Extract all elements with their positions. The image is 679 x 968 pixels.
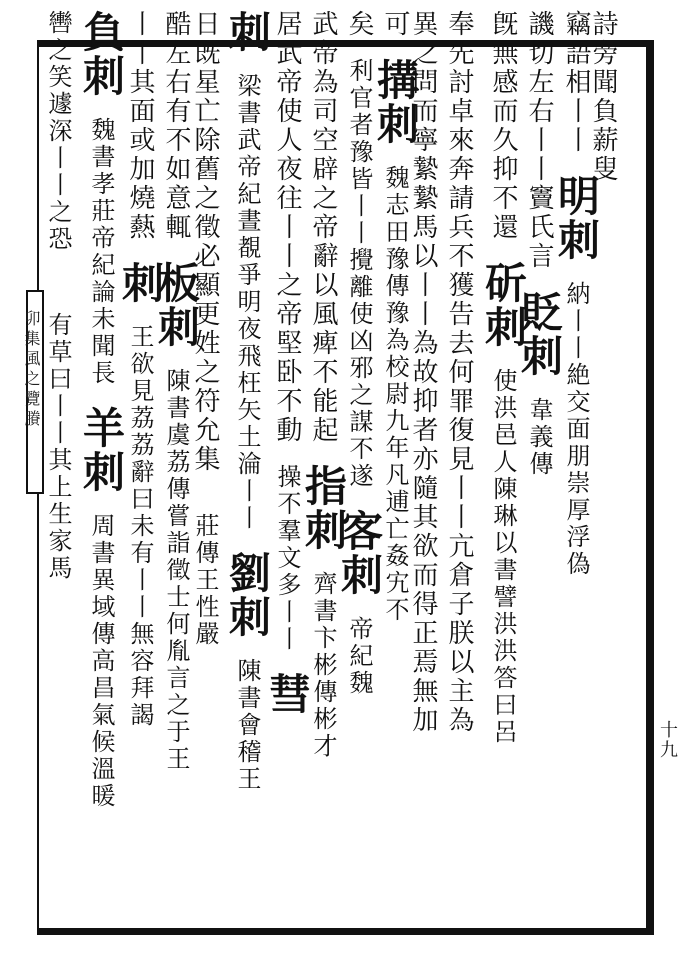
headword: 劉刺 bbox=[223, 551, 272, 639]
text-run: 丨丨其面或加燒爇 bbox=[125, 10, 155, 242]
text-run: 王欲見荔荔辭曰未有丨丨無容拜謁 bbox=[126, 324, 154, 729]
text-run: 陳書虞荔傳嘗詣徵士何胤言之于王 bbox=[162, 368, 190, 773]
headword: 彗 bbox=[263, 672, 312, 716]
headword: 刺 bbox=[223, 10, 272, 54]
text-run: 周書異域傳高昌氣候溫暖 bbox=[87, 513, 115, 810]
text-run: 竊語相丨丨 bbox=[561, 10, 591, 155]
text-run: 旣無感而久抑不還 bbox=[488, 10, 518, 242]
text-column bbox=[515, 10, 564, 478]
headword: 明刺 bbox=[552, 174, 601, 262]
text-run: 轡之笑遽深丨丨之恐 bbox=[44, 10, 72, 253]
text-run: 奉先討卓來奔請兵不獲告去何罪復見丨丨亢倉子朕以主為 bbox=[444, 10, 474, 735]
text-column bbox=[446, 10, 472, 735]
text-run: 帝紀魏 bbox=[345, 616, 373, 697]
headword: 負刺 bbox=[77, 10, 126, 98]
text-run: 梁書武帝紀晝覩爭明夜飛枉矢土淪丨丨 bbox=[233, 73, 261, 532]
folio-number: 十九 bbox=[657, 720, 678, 760]
text-run: 有草曰丨丨其上生家馬 bbox=[44, 312, 72, 582]
text-column bbox=[152, 10, 201, 773]
text-column bbox=[479, 10, 528, 746]
headword: 客刺 bbox=[335, 509, 384, 597]
text-run: 矣 bbox=[344, 10, 374, 39]
text-run: 魏書孝莊帝紀論未聞長 bbox=[87, 117, 115, 387]
headword: 斫刺 bbox=[479, 261, 528, 349]
text-run: 操不羣文多丨丨 bbox=[273, 464, 301, 653]
text-run: 可 bbox=[380, 10, 410, 39]
text-run: 韋義傳 bbox=[525, 397, 553, 478]
headword: 板刺 bbox=[152, 261, 201, 349]
text-run: 譏切左右丨丨竇氏言 bbox=[524, 10, 554, 271]
text-column bbox=[263, 10, 312, 716]
text-run: 詩旁聞負薪叟 bbox=[588, 10, 618, 184]
headword: 羊刺 bbox=[77, 406, 126, 494]
text-run: 居武帝使人夜往丨丨之帝堅卧不動 bbox=[272, 10, 302, 445]
text-run: 納丨丨絶交面朋崇厚浮偽 bbox=[562, 281, 590, 578]
text-run: 武帝為司空辟之帝辭以風痺不能起 bbox=[308, 10, 338, 445]
text-run: 利官者豫皆丨丨攪離使凶邪之謀不遂 bbox=[345, 58, 373, 490]
text-column bbox=[116, 10, 165, 729]
text-run: 齊書卞彬傳彬才 bbox=[309, 571, 337, 760]
headword: 刺 bbox=[116, 261, 165, 305]
margin-title: 卯集風之覽賸 bbox=[22, 310, 41, 430]
headword: 指刺 bbox=[299, 464, 348, 552]
text-run: 異之問而寧縶縶馬以丨丨為故抑者亦隨其欲而得正焉無加 bbox=[408, 10, 438, 735]
text-column bbox=[46, 10, 70, 582]
text-column bbox=[299, 10, 348, 760]
text-run: 酷左右有不如意輒 bbox=[161, 10, 191, 242]
text-run: 使洪邑人陳琳以書譬洪洪答曰呂 bbox=[489, 368, 517, 746]
text-run: 莊傳王性嚴 bbox=[191, 513, 219, 648]
text-run: 魏志田豫傳豫為校尉九年凡逋亡姦宄不 bbox=[381, 165, 409, 624]
headword: 貶刺 bbox=[515, 290, 564, 378]
text-column bbox=[223, 10, 272, 793]
text-column bbox=[77, 10, 126, 810]
text-run: 日既星亡除舊之徵必顯更姓之符允集 bbox=[190, 10, 220, 474]
text-run: 陳書會稽王 bbox=[233, 658, 261, 793]
headword: 搆刺 bbox=[371, 58, 420, 146]
text-column bbox=[335, 10, 384, 697]
